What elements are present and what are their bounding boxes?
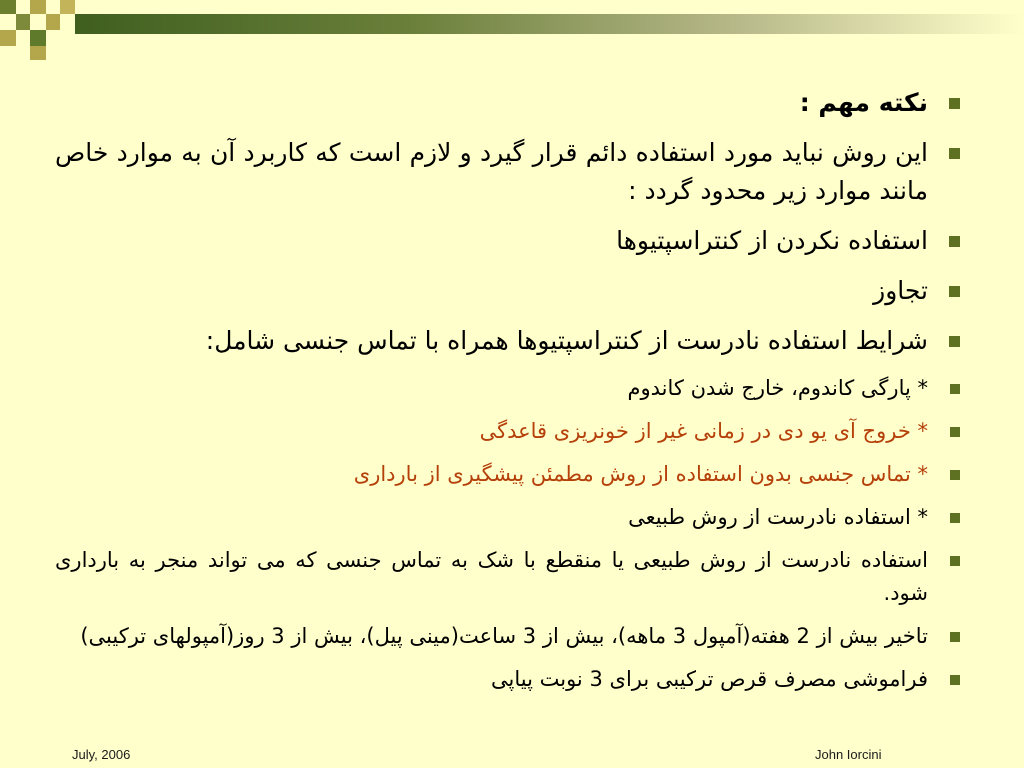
square-bullet-icon: [950, 384, 960, 394]
list-item-text: تجاوز: [873, 276, 928, 305]
list-item-text: استفاده نادرست از روش طبیعی یا منقطع با شک به تماس جنسی که می تواند منجر به بارداری شود.: [55, 548, 928, 605]
square-bullet-icon: [949, 336, 960, 347]
square-bullet-icon: [949, 148, 960, 159]
list-item-text: * استفاده نادرست از روش طبیعی: [628, 505, 928, 529]
list-item-text: * تماس جنسی بدون استفاده از روش مطمئن پیشگیری از بارداری: [353, 462, 928, 486]
list-item: [55, 322, 960, 360]
square-bullet-icon: [949, 98, 960, 109]
square-bullet-icon: [950, 556, 960, 566]
list-item-text: * پارگی کاندوم، خارج شدن کاندوم: [627, 376, 928, 400]
square-bullet-icon: [949, 236, 960, 247]
list-item-text: این روش نباید مورد استفاده دائم قرار گیرد و لازم است که کاربرد آن به موارد خاص مانند موارد زیر محدود گردد :: [55, 138, 928, 205]
list-item-text: فراموشی مصرف قرص ترکیبی برای 3 نوبت پیاپی: [491, 667, 928, 691]
footer-date: July, 2006: [72, 747, 131, 762]
bullet-list: [55, 84, 960, 706]
square-bullet-icon: [950, 513, 960, 523]
square-bullet-icon: [950, 675, 960, 685]
square-bullet-icon: [950, 632, 960, 642]
square-bullet-icon: [950, 470, 960, 480]
list-item-text: * خروج آی یو دی در زمانی غیر از خونریزی قاعدگی: [479, 419, 928, 443]
list-item: [55, 501, 960, 534]
list-item-text: تاخیر بیش از 2 هفته(آمپول 3 ماهه)، بیش از 3 ساعت(مینی پیل)، بیش از 3 روز(آمپولهای ترکیبی): [80, 624, 928, 648]
footer-author: John Iorcini: [815, 747, 882, 762]
list-item: [55, 134, 960, 210]
list-item: [55, 458, 960, 491]
list-item-text: استفاده نکردن از کنتراسپتیوها: [616, 226, 928, 255]
square-bullet-icon: [950, 427, 960, 437]
list-item: [55, 222, 960, 260]
list-item: [55, 544, 960, 610]
list-item: [55, 272, 960, 310]
square-bullet-icon: [949, 286, 960, 297]
list-item-text: نکته مهم :: [799, 88, 928, 117]
list-item: [55, 663, 960, 696]
list-item: [55, 372, 960, 405]
header-gradient-bar: [75, 14, 1024, 34]
list-item: [55, 620, 960, 653]
list-item: [55, 415, 960, 448]
list-item: [55, 84, 960, 122]
list-item-text: شرایط استفاده نادرست از کنتراسپتیوها همراه با تماس جنسی شامل:: [205, 326, 928, 355]
